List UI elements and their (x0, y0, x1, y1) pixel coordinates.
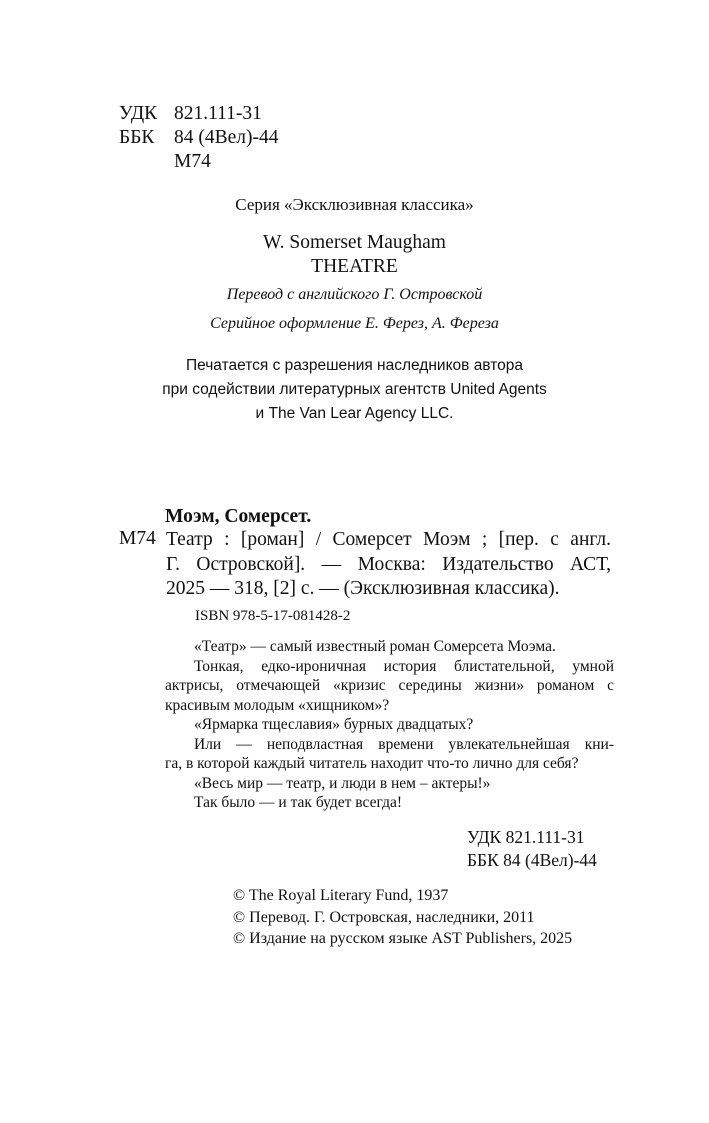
author-mark-row (119, 150, 279, 174)
bbk-value: 84 (4Вел)-44 (174, 127, 279, 148)
original-block (0, 231, 709, 279)
catalog-code: М74 (119, 528, 156, 549)
udk-label: УДК (119, 103, 158, 124)
classification-codes-bottom (467, 826, 597, 871)
series-line: Серия «Эксклюзивная классика» (235, 195, 474, 214)
permission-line: при содействии литературных агентств United Agents (162, 381, 547, 398)
udk-row (119, 102, 279, 126)
copyright-block (233, 885, 572, 950)
catalog-line: Театр : [роман] / Сомерсет Моэм ; [пер. с англ. (166, 529, 611, 550)
catalog-description (166, 528, 611, 602)
bbk-bottom: ББК 84 (4Вел)-44 (467, 849, 597, 870)
udk-value: 821.111-31 (174, 103, 262, 124)
classification-codes (119, 102, 279, 174)
permission-line: и The Van Lear Agency LLC. (255, 405, 454, 422)
permission-line: Печатается с разрешения наследников автора (185, 357, 523, 374)
annotation-paragraph: «Ярмарка тщеславия» бурных двадцатых? (194, 716, 474, 733)
original-author: W. Somerset Maugham (263, 232, 446, 253)
design-credit: Серийное оформление Е. Ферез, А. Фереза (210, 315, 499, 332)
catalog-author: Моэм, Сомерсет. (165, 506, 312, 527)
annotation-paragraph: «Весь мир — театр, и люди в нем – актеры!» (194, 774, 491, 792)
annotation-paragraph: «Театр» — самый известный роман Сомерсета Моэма. (194, 638, 556, 655)
author-mark: М74 (174, 151, 211, 172)
copyright-line: © Перевод. Г. Островская, наследники, 2011 (233, 908, 535, 926)
annotation (165, 637, 614, 813)
translation-credit: Перевод с английского Г. Островской (226, 286, 483, 303)
copyright-line: © Издание на русском языке AST Publishers, 2025 (233, 930, 573, 947)
catalog-line: Г. Островской]. — Москва: Издательство АСТ, (166, 553, 611, 575)
catalog-line: 2025 — 318, [2] с. — (Эксклюзивная классика). (166, 578, 560, 599)
annotation-paragraph: га, в которой каждый читатель находит что-то лично для себя? (165, 755, 579, 772)
original-title: THEATRE (311, 256, 398, 277)
bbk-row (119, 126, 279, 150)
bbk-label: ББК (119, 127, 155, 148)
udk-bottom: УДК 821.111-31 (467, 827, 585, 847)
permission-notice (0, 354, 709, 426)
annotation-paragraph: Тонкая, едко-ироничная история блистательной, умной актрисы, отмечающей «кризис середины жизни» романом с красивым молодым «хищником»? (165, 657, 614, 714)
annotation-paragraph: Или — неподвластная времени увлекательнейшая кни- (194, 735, 614, 753)
copyright-line: © The Royal Literary Fund, 1937 (233, 887, 449, 904)
isbn: ISBN 978-5-17-081428-2 (195, 608, 351, 624)
annotation-paragraph: Так было — и так будет всегда! (194, 794, 402, 811)
